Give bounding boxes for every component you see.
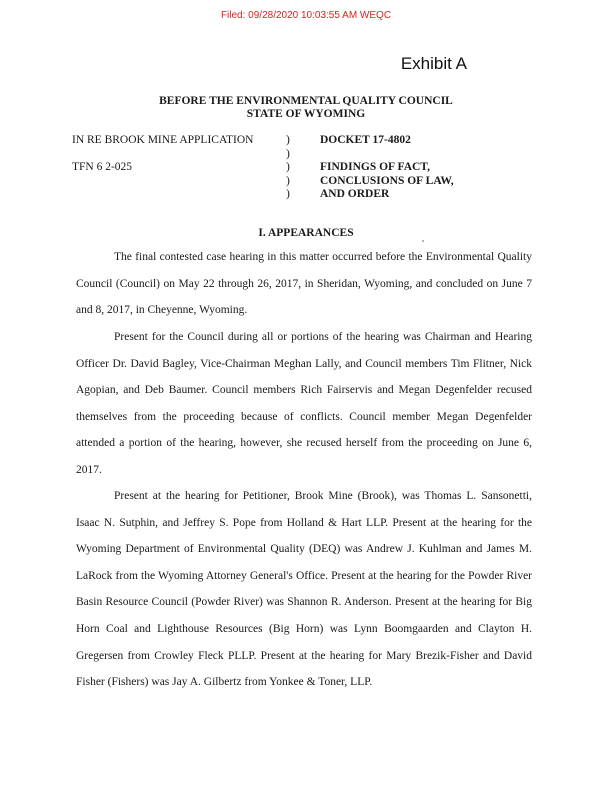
paren: ) — [286, 161, 290, 173]
document-title-line: AND ORDER — [320, 188, 390, 200]
paren: ) — [286, 188, 290, 200]
paragraph-party-appearances: Present at the hearing for Petitioner, Brook Mine (Brook), was Thomas L. Sansonetti, Isaac N. Sutphin, and Jeffrey S. Pope from Holland & Hart LLP. Present at the hearing for the Wyoming Department of Environmental Quality (DEQ) was Andrew J. Kuhlman and James M. LaRock from the Wyoming Attorney General's Office. Present at the hearing for the Powder River Basin Resource Council (Powder River) was Shannon R. Anderson. Present at the hearing for Big Horn Coal and Lighthouse Resources (Big Horn) was Lynn Boomgaarden and Clayton H. Gregersen from Crowley Fleck PLLP. Present at the hearing for Mary Brezik-Fisher and David Fisher (Fishers) was Jay A. Gilbertz from Yonkee & Toner, LLP. — [76, 490, 532, 689]
caption-matter: IN RE BROOK MINE APPLICATION — [72, 134, 254, 146]
paren: ) — [286, 134, 290, 146]
paragraph-hearing-dates: The final contested case hearing in this matter occurred before the Environmental Quality Council (Council) on May 22 through 26, 2017, in Sheridan, Wyoming, and concluded on June 7 and 8, 2017, in Cheyenne, Wyoming. — [76, 251, 532, 317]
exhibit-label: Exhibit A — [400, 54, 467, 73]
paren: ) — [286, 147, 290, 160]
council-heading-line2: STATE OF WYOMING — [246, 108, 366, 120]
document-title-line: CONCLUSIONS OF LAW, — [320, 174, 454, 187]
council-heading-line1: BEFORE THE ENVIRONMENTAL QUALITY COUNCIL — [159, 95, 453, 107]
document-title — [320, 161, 454, 202]
caption-paren-divider — [286, 134, 290, 202]
paragraph-council-members: Present for the Council during all or portions of the hearing was Chairman and Hearing Officer Dr. David Bagley, Vice-Chairman Meghan Lally, and Council members Tim Flitner, Nick Agopian, and Deb Baumer. Council members Rich Fairservis and Megan Degenfelder recused themselves from the proceeding because of conflicts. Council member Megan Degenfelder attended a portion of the hearing, however, she recused herself from the proceeding on June 6, 2017. — [76, 331, 532, 476]
paren: ) — [286, 174, 290, 187]
filing-stamp: Filed: 09/28/2020 10:03:55 AM WEQC — [220, 10, 392, 21]
section-title: I. APPEARANCES — [258, 227, 354, 239]
docket-number: DOCKET 17-4802 — [320, 134, 411, 146]
scan-speck — [422, 240, 424, 242]
document-title-line: FINDINGS OF FACT, — [320, 161, 430, 173]
caption-tfn: TFN 6 2-025 — [72, 161, 133, 173]
